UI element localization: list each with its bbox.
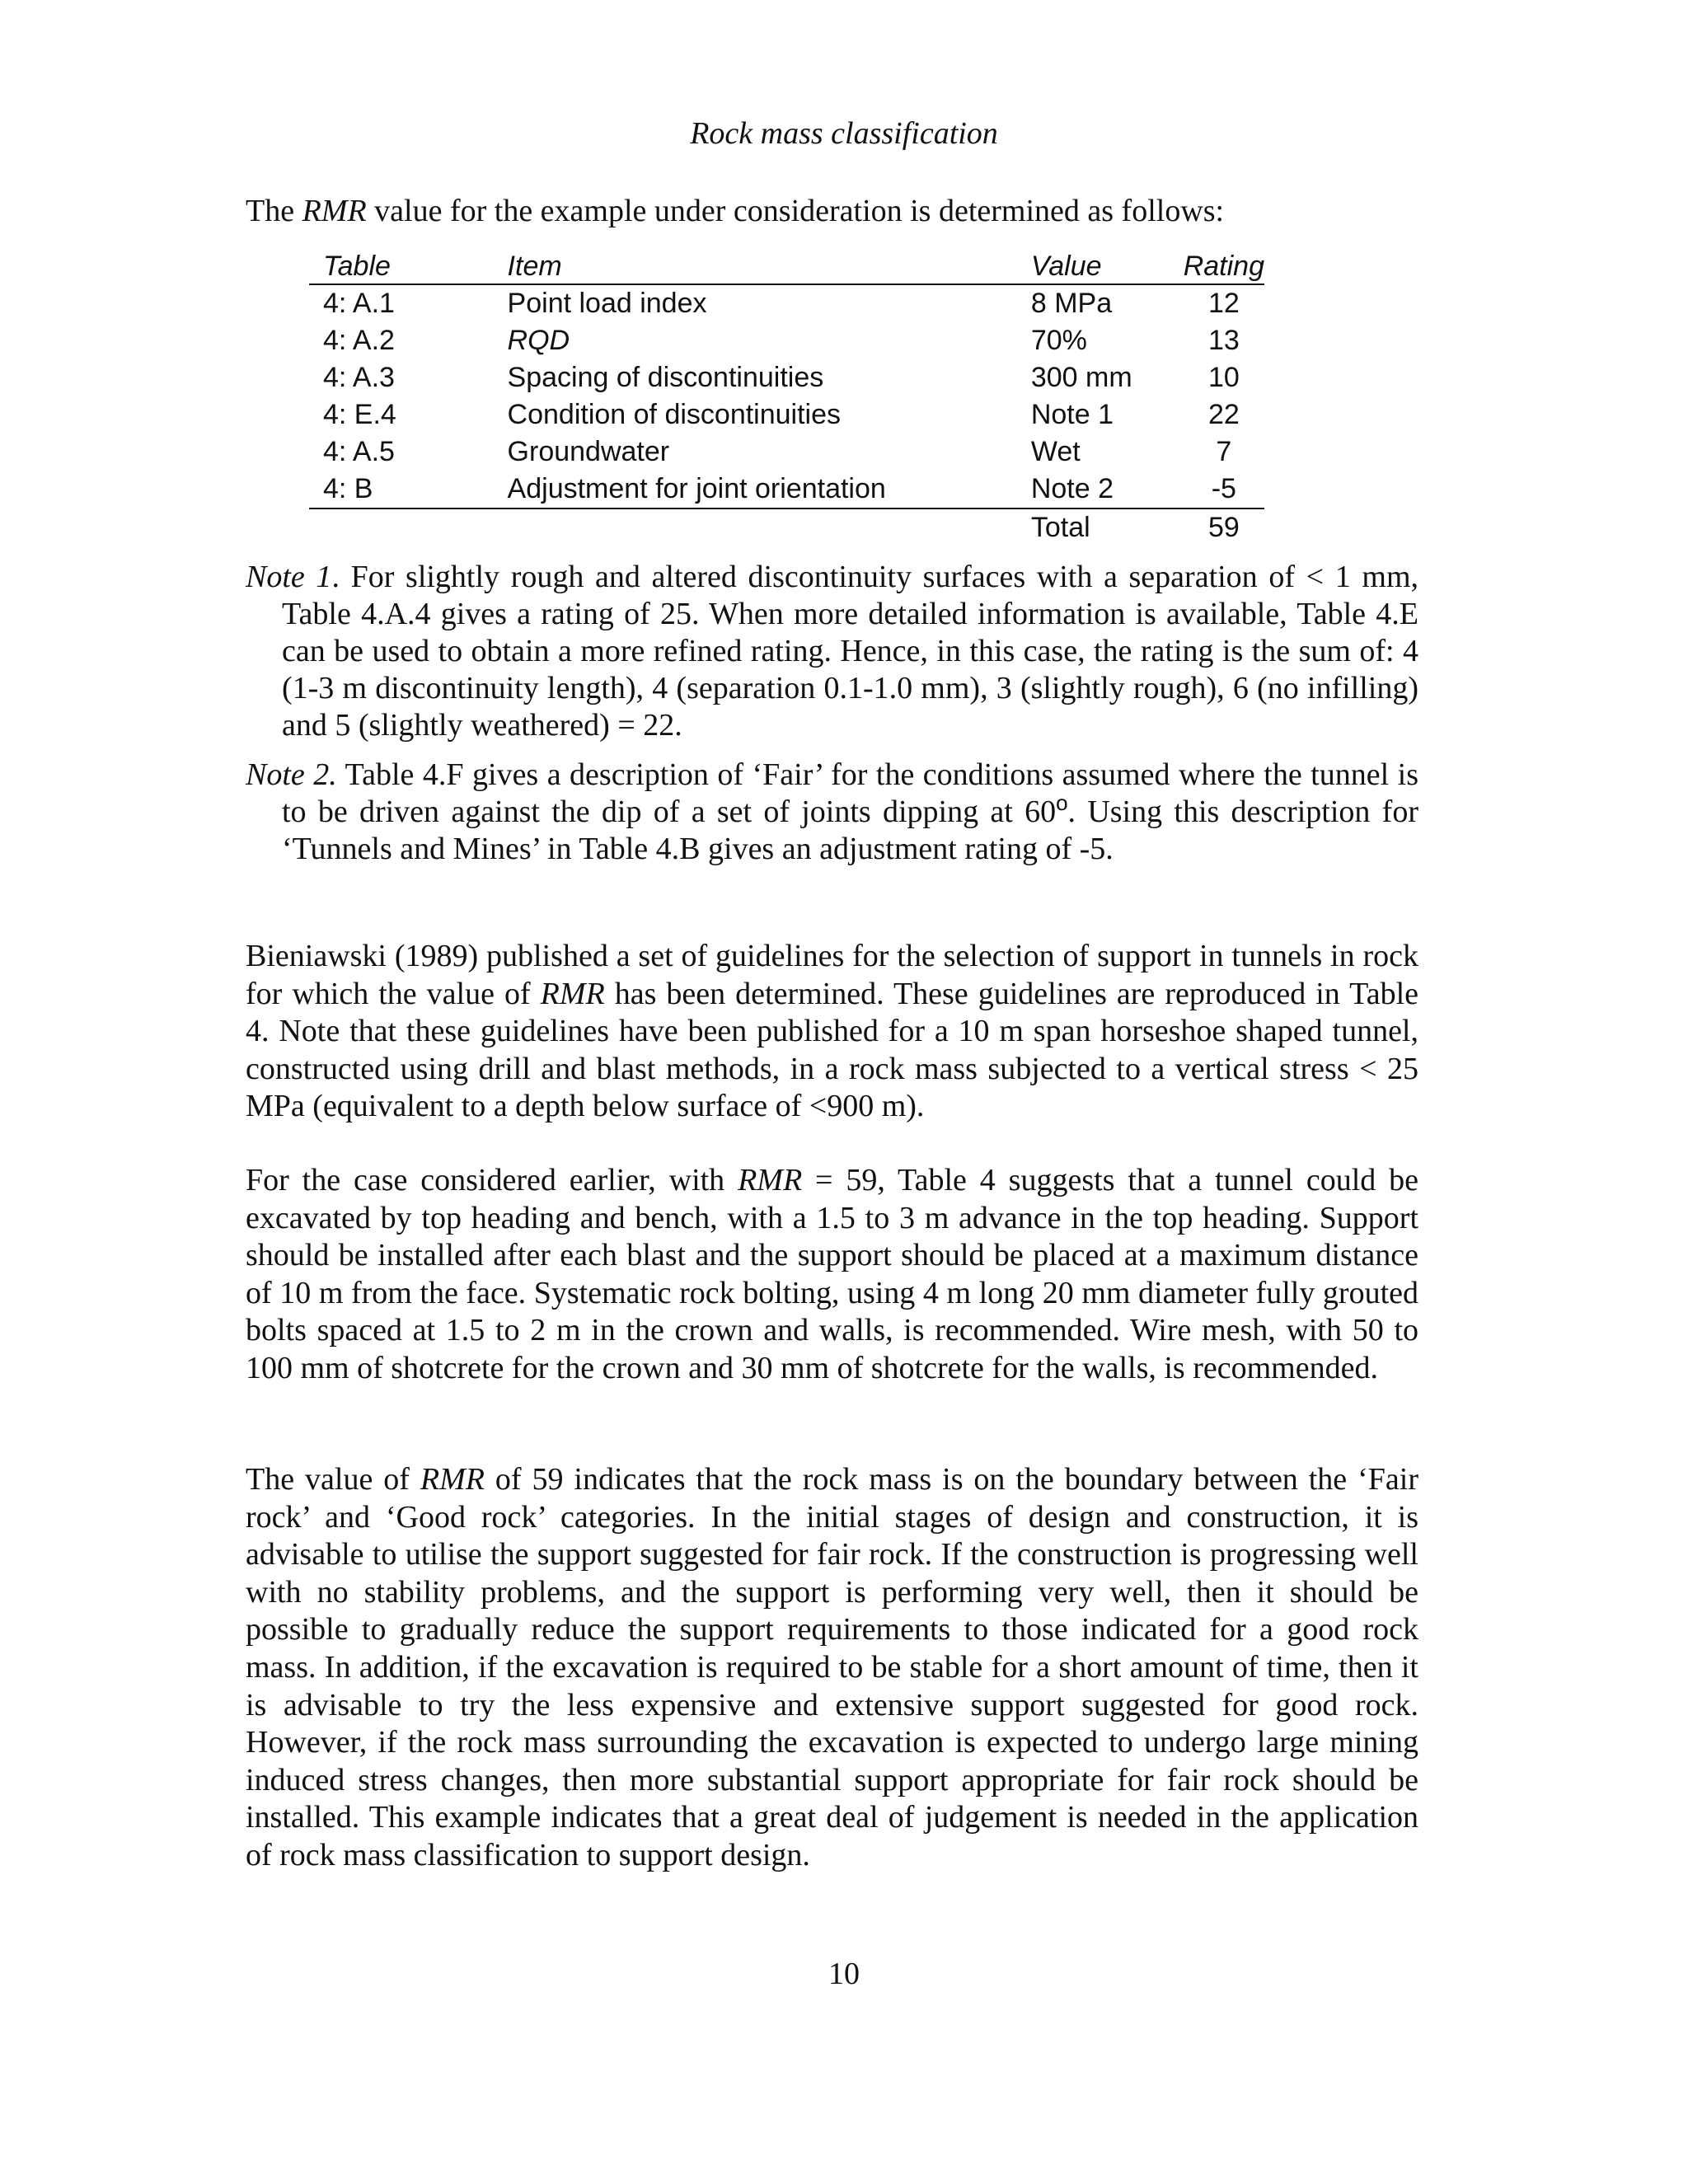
total-row: [309, 509, 1264, 546]
table-row: [309, 322, 1264, 359]
note-2-label: Note 2.: [246, 757, 337, 792]
intro-rmr: RMR: [302, 194, 367, 228]
table-row: [309, 284, 1264, 322]
table-header-row: [309, 249, 1264, 284]
cell-table: 4: A.3: [323, 362, 395, 393]
cell-value: Wet: [1030, 436, 1081, 467]
cell-table: 4: E.4: [323, 399, 396, 430]
table-row: [309, 359, 1264, 396]
p2-text-b: = 59, Table 4 suggests that a tunnel could be excavated by top heading and bench, with a 1.5 to 3 m advance in the top heading. Support should be installed after each blast and the support should be placed at a maximum distance of 10 m from the face. Systematic rock bolting, using 4 m long 20 mm diameter fully grouted bolts spaced at 1.5 to 2 m in the crown and walls, is recommended. Wire mesh, with 50 to 100 mm of shotcrete for the crown and 30 mm of shotcrete for the walls, is recommended.: [246, 1163, 1419, 1385]
cell-rating: 7: [1216, 436, 1232, 467]
note-1-label: Note 1: [246, 560, 332, 594]
paragraph-judgement: [246, 1461, 1418, 1875]
cell-value: Note 2: [1017, 471, 1184, 509]
p3-text-a: The value of: [246, 1462, 420, 1497]
cell-table: 4: A.1: [323, 288, 395, 319]
total-label: Total: [1030, 512, 1090, 543]
table-row: [309, 396, 1264, 434]
total-value: 59: [1207, 512, 1240, 543]
note-1: [246, 559, 1418, 744]
running-header: Rock mass classification: [690, 116, 998, 151]
cell-value: 70%: [1030, 325, 1087, 356]
cell-rating: -5: [1184, 471, 1264, 509]
header-item: Item: [494, 249, 1017, 284]
header-table: Table: [309, 249, 494, 284]
cell-rating: 12: [1207, 288, 1240, 319]
cell-rating: 13: [1207, 325, 1240, 356]
cell-value: 300 mm: [1030, 362, 1132, 393]
table-row: [309, 471, 1264, 509]
cell-table: 4: B: [309, 471, 494, 509]
p1-rmr: RMR: [540, 976, 605, 1011]
cell-table: 4: A.5: [323, 436, 395, 467]
cell-rating: 10: [1207, 362, 1240, 393]
rmr-calculation-table: [309, 249, 1264, 546]
p3-text-b: of 59 indicates that the rock mass is on the boundary between the ‘Fair rock’ and ‘Good rock’ categories. In the initial stages of design and construction, it is advisable to utilise the support suggested for fair rock. If the construction is progressing well with no stability problems, and the support is performing very well, then it should be possible to gradually reduce the support requirements to those indicated for a good rock mass. In addition, if the excavation is required to be stable for a short amount of time, then it is advisable to try the less expensive and extensive support suggested for good rock. However, if the rock mass surrounding the excavation is expected to undergo large mining induced stress changes, then more substantial support appropriate for fair rock should be installed. This example indicates that a great deal of judgement is needed in the application of rock mass classification to support design.: [246, 1462, 1418, 1872]
note-2-text-b: . Using this description for ‘Tunnels and Mines’ in Table 4.B gives an adjustment rating of -5.: [282, 794, 1418, 866]
cell-item: Groundwater: [507, 436, 670, 467]
cell-rating: 22: [1207, 399, 1240, 430]
cell-item: Adjustment for joint orientation: [494, 471, 1017, 509]
header-rating: Rating: [1184, 249, 1264, 284]
cell-item: Condition of discontinuities: [507, 399, 842, 430]
cell-empty: [494, 509, 1017, 546]
p3-rmr: RMR: [420, 1462, 485, 1497]
table-row: [309, 434, 1264, 471]
note-2: [246, 757, 1418, 868]
note-2-text-a: Table 4.F gives a description of ‘Fair’ for the conditions assumed where the tunnel is to be driven against the dip of a set of joints dipping at 60: [282, 757, 1418, 829]
cell-table: 4: A.2: [323, 325, 395, 356]
cell-empty: [309, 509, 494, 546]
degree-symbol: o: [1056, 790, 1068, 815]
cell-item: RQD: [507, 325, 570, 356]
p2-text-a: For the case considered earlier, with: [246, 1163, 738, 1197]
cell-item: Point load index: [507, 288, 707, 319]
p2-rmr: RMR: [738, 1163, 803, 1197]
paragraph-bieniawski: [246, 938, 1418, 1126]
header-value: Value: [1017, 249, 1184, 284]
note-1-text: . For slightly rough and altered discontinuity surfaces with a separation of < 1 mm, Table 4.A.4 gives a rating of 25. When more detailed information is available, Table 4.E can be used to obtain a more refined rating. Hence, in this case, the rating is the sum of: 4 (1-3 m discontinuity length), 4 (separation 0.1-1.0 mm), 3 (slightly rough), 6 (no infilling) and 5 (slightly weathered) = 22.: [282, 560, 1418, 743]
p1-text-a: Bieniawski (1989) published a set of guidelines for the selection of support in tunnels in rock for which the value of: [246, 939, 1418, 1011]
cell-value: 8 MPa: [1030, 288, 1113, 319]
intro-prefix: The: [246, 194, 302, 228]
intro-sentence: [246, 193, 1224, 229]
page-number: 10: [828, 1957, 860, 1991]
cell-value: Note 1: [1030, 399, 1114, 430]
paragraph-case-support: [246, 1162, 1418, 1388]
intro-suffix: value for the example under consideration is determined as follows:: [366, 194, 1225, 228]
cell-item: Spacing of discontinuities: [507, 362, 824, 393]
p1-text-b: has been determined. These guidelines are reproduced in Table 4. Note that these guidelines have been published for a 10 m span horseshoe shaped tunnel, constructed using drill and blast methods, in a rock mass subjected to a vertical stress < 25 MPa (equivalent to a depth below surface of <900 m).: [246, 976, 1418, 1124]
